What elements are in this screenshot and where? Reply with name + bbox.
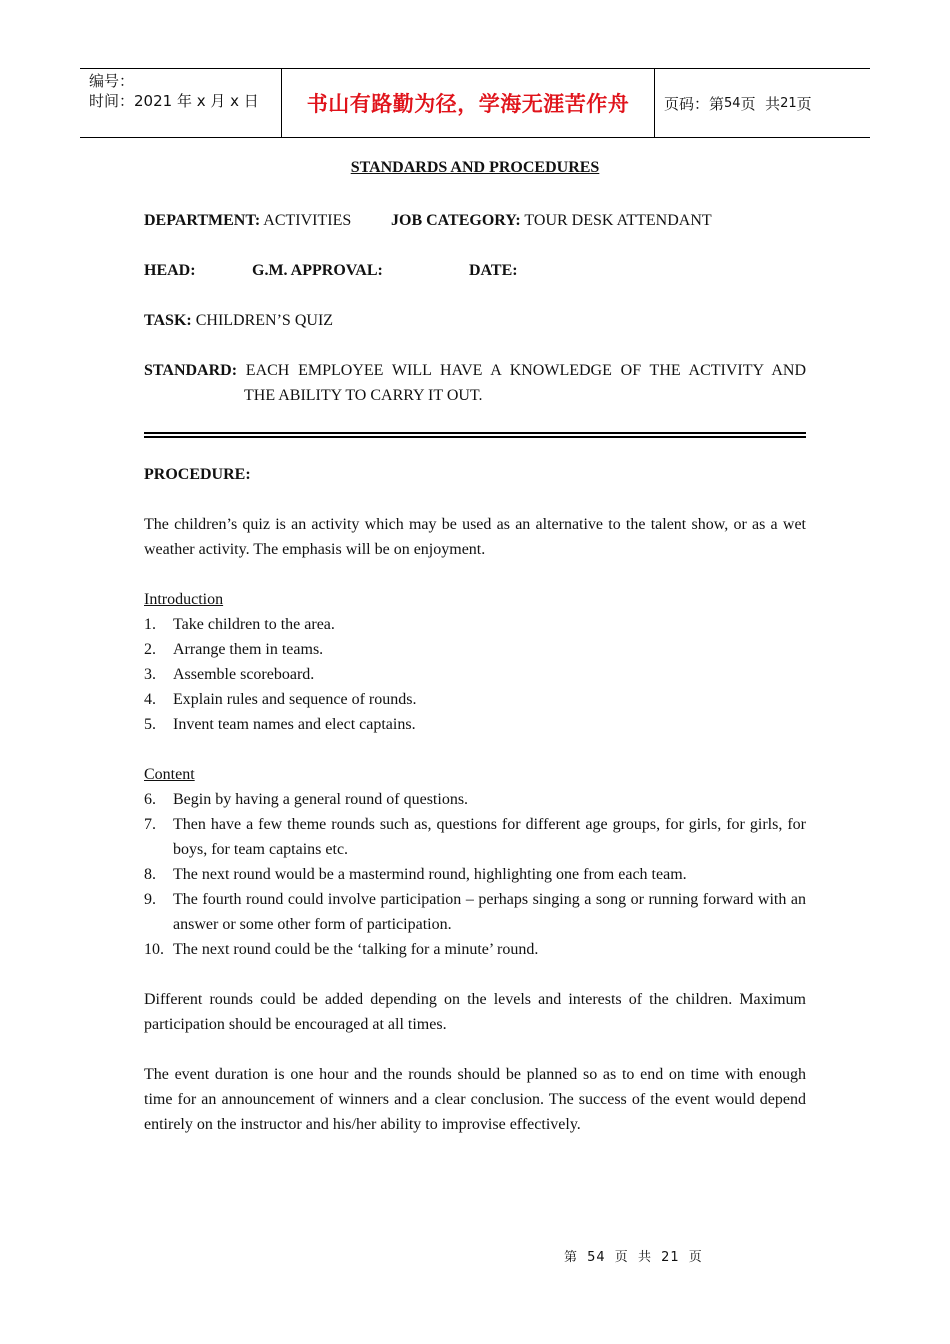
time-label: 时间：2021 年 x 月 x 日 (89, 92, 259, 110)
page-footer: 第 54 页 共 21 页 (564, 1250, 703, 1265)
rounds-paragraph: Different rounds could be added depending on the levels and interests of the children. Maximum participation should be encouraged at all times. (144, 991, 806, 1033)
document-title: STANDARDS AND PROCEDURES (350, 159, 600, 176)
list-item (144, 637, 806, 662)
header-motto-cell (281, 69, 655, 137)
standard-line-1: EACH EMPLOYEE WILL HAVE A KNOWLEDGE OF THE ACTIVITY AND (237, 362, 806, 379)
list-item (144, 887, 806, 937)
department-label: DEPARTMENT: (144, 212, 261, 229)
list-item-number: 9. (144, 891, 156, 908)
content-list (144, 787, 806, 962)
department-row (144, 208, 351, 233)
list-item-text: The next round would be a mastermind round, highlighting one from each team. (173, 866, 687, 883)
list-item-text: Explain rules and sequence of rounds. (173, 691, 417, 708)
job-category-label: JOB CATEGORY: (391, 212, 521, 229)
list-item-number: 1. (144, 616, 156, 633)
page-pre: 页码：第 (664, 94, 725, 113)
list-item (144, 687, 806, 712)
page-mid: 页 共 (740, 94, 781, 113)
list-item-number: 3. (144, 666, 156, 683)
list-item-number: 4. (144, 691, 156, 708)
list-item (144, 862, 806, 887)
content-heading: Content (144, 766, 195, 783)
list-item-text: The next round could be the ‘talking for a minute’ round. (173, 941, 539, 958)
date-label: DATE: (469, 262, 518, 279)
introduction-heading: Introduction (144, 591, 224, 608)
list-item-text: Assemble scoreboard. (173, 666, 315, 683)
standard-label: STANDARD: (144, 362, 238, 379)
list-item (144, 787, 806, 812)
list-item-text: Begin by having a general round of questions. (173, 791, 469, 808)
list-item-text: Invent team names and elect captains. (173, 716, 416, 733)
page-number: 54 (724, 95, 741, 111)
serial-label: 编号： (89, 72, 135, 90)
head-label: HEAD: (144, 262, 196, 279)
task-label: TASK: (144, 312, 192, 329)
page-header (80, 68, 870, 138)
list-item (144, 612, 806, 637)
list-item-text: Arrange them in teams. (173, 641, 324, 658)
list-item-number: 5. (144, 716, 156, 733)
list-item-number: 10. (144, 941, 164, 958)
list-item-text: The fourth round could involve participation – perhaps singing a song or running forward with an answer or some other form of participation. (173, 891, 806, 933)
list-item (144, 812, 806, 862)
list-item-number: 6. (144, 791, 156, 808)
page-total: 21 (780, 95, 797, 111)
gm-approval-label: G.M. APPROVAL: (252, 262, 383, 279)
list-item (144, 712, 806, 737)
page-post: 页 (796, 94, 812, 113)
intro-paragraph: The children’s quiz is an activity which may be used as an alternative to the talent show, or as a wet weather activity. The emphasis will be on enjoyment. (144, 516, 806, 558)
task-value: CHILDREN’S QUIZ (191, 312, 334, 329)
standard-block (144, 358, 806, 408)
double-divider (144, 432, 806, 438)
duration-paragraph: The event duration is one hour and the rounds should be planned so as to end on time with enough time for an announcement of winners and a clear conclusion. The success of the event would depend entirely on the instructor and his/her ability to improvise effectively. (144, 1066, 806, 1133)
list-item-number: 7. (144, 816, 156, 833)
list-item-number: 2. (144, 641, 156, 658)
procedure-body (144, 512, 806, 1137)
motto-text: 书山有路勤为径，学海无涯苦作舟 (306, 92, 630, 116)
department-value: ACTIVITIES (260, 212, 352, 229)
list-item (144, 937, 806, 962)
procedure-label: PROCEDURE: (144, 466, 251, 483)
task-row (144, 308, 333, 333)
standard-line-2: THE ABILITY TO CARRY IT OUT. (244, 387, 483, 404)
list-item-text: Then have a few theme rounds such as, questions for different age groups, for girls, for girls, for boys, for team captains etc. (173, 816, 806, 858)
header-meta (80, 69, 281, 137)
list-item (144, 662, 806, 687)
introduction-list (144, 612, 806, 737)
header-page-info (655, 69, 870, 137)
list-item-number: 8. (144, 866, 156, 883)
job-category-row (391, 208, 712, 233)
job-category-value: TOUR DESK ATTENDANT (520, 212, 712, 229)
list-item-text: Take children to the area. (173, 616, 335, 633)
